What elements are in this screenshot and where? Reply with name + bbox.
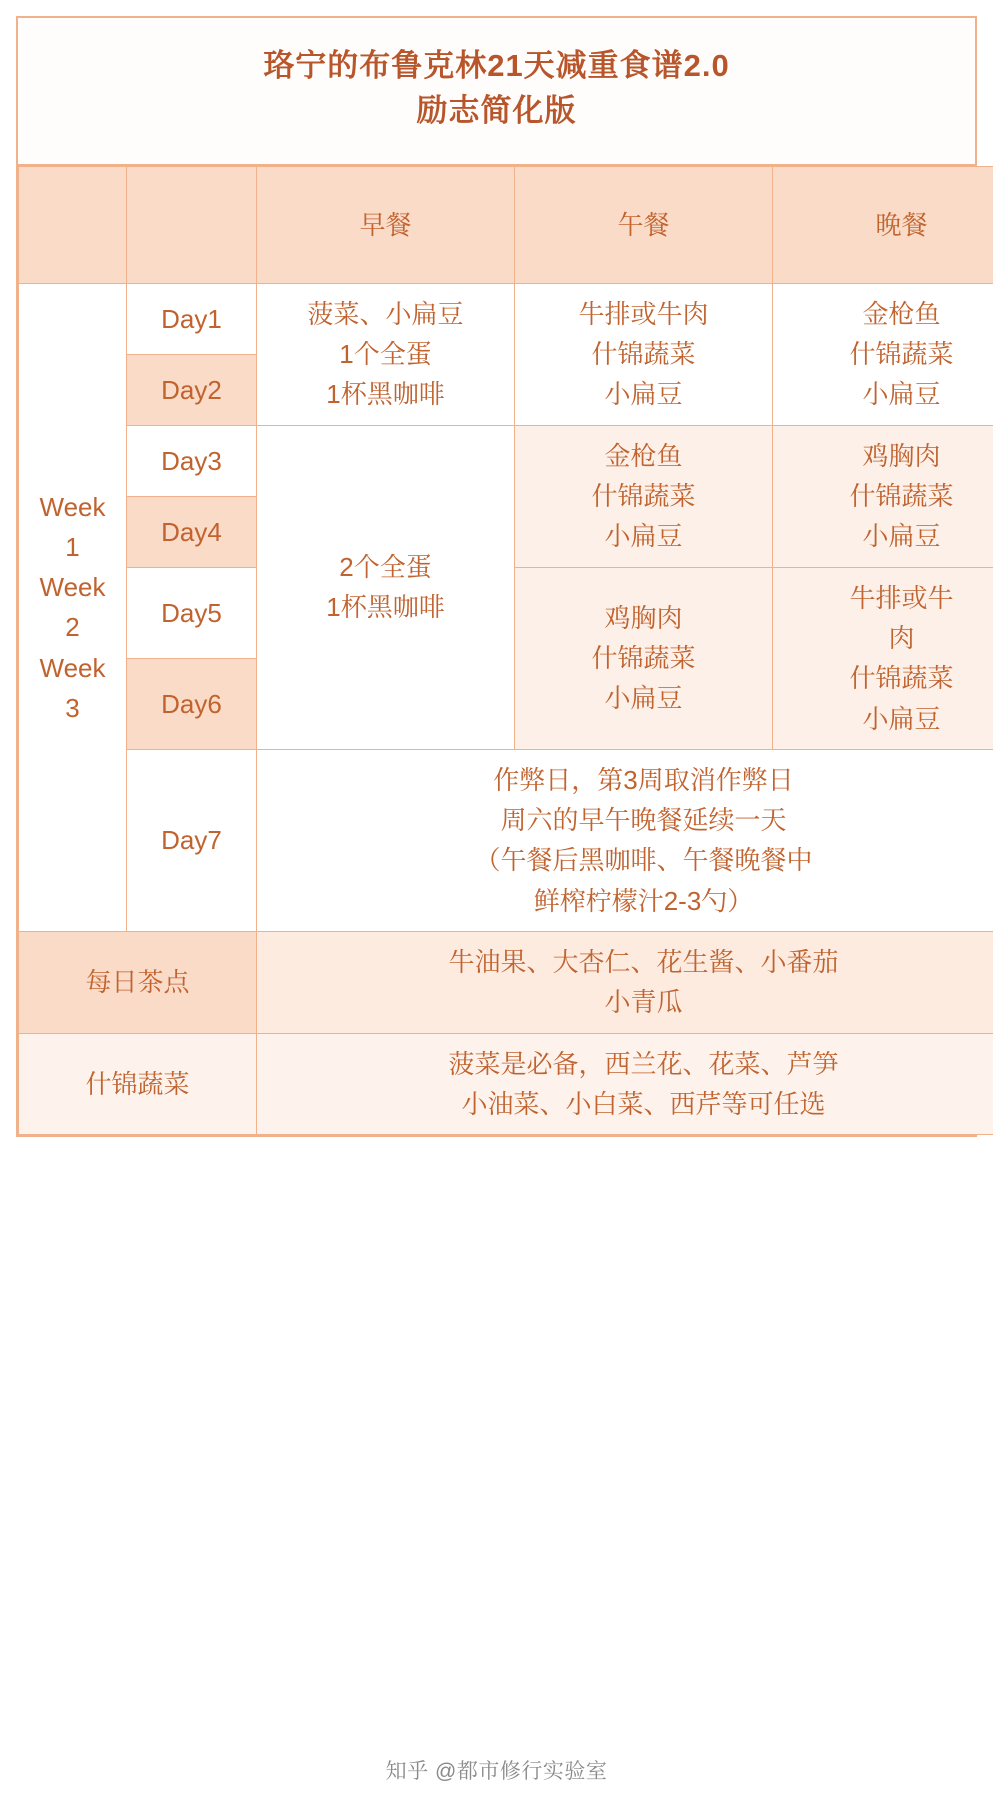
dinner-d3d4-line-3: 小扁豆 [862, 521, 941, 552]
header-day-col [127, 166, 257, 283]
lunch-d5d6-line-1: 鸡胸肉 [604, 602, 683, 633]
lunch-day5-day6 [515, 567, 773, 749]
week-label-2: Week [39, 572, 106, 603]
dinner-d1d2-line-2: 什锦蔬菜 [849, 339, 954, 370]
dinner-d5d6-line-1: 牛排或牛 [849, 582, 954, 613]
day-cell-day4: Day4 [127, 496, 257, 567]
lunch-day3-day4 [515, 425, 773, 567]
breakfast-day1-day2 [257, 283, 515, 425]
lunch-d5d6-line-3: 小扁豆 [604, 683, 683, 714]
page-title-line-1: 珞宁的布鲁克林21天减重食谱2.0 [263, 48, 730, 83]
table-row-day3 [19, 425, 993, 496]
table-row-day1 [19, 283, 993, 354]
breakfast-d1d2-line-2: 1个全蛋 [339, 339, 432, 370]
dinner-day5-day6 [773, 567, 993, 749]
day7-note-line-1: 作弊日，第3周取消作弊日 [493, 764, 794, 795]
breakfast-d3d6-line-2: 1杯黑咖啡 [326, 592, 445, 623]
author-handle: @都市修行实验室 [435, 1760, 608, 1783]
day-cell-day6: Day6 [127, 658, 257, 749]
footer-watermark [0, 1755, 993, 1785]
week-number-1: 1 [65, 531, 80, 562]
lunch-d5d6-line-2: 什锦蔬菜 [591, 643, 696, 674]
day7-note-line-3: （午餐后黑咖啡、午餐晚餐中 [474, 845, 813, 876]
day-cell-day7: Day7 [127, 749, 257, 931]
day7-note [257, 749, 993, 931]
snacks-line-2: 小青瓜 [604, 987, 683, 1018]
table-row-mixed-vegetables [19, 1033, 993, 1135]
daily-snacks-body [257, 932, 993, 1034]
header-breakfast: 早餐 [257, 166, 515, 283]
table-row-day7 [19, 749, 993, 931]
day7-note-line-2: 周六的早午晚餐延续一天 [500, 805, 787, 836]
week-label-1: Week [39, 491, 106, 522]
lunch-d1d2-line-1: 牛排或牛肉 [578, 298, 709, 329]
dinner-d5d6-line-4: 小扁豆 [862, 703, 941, 734]
header-week-col [19, 166, 127, 283]
mixed-vegetables-label: 什锦蔬菜 [19, 1033, 257, 1135]
dinner-d1d2-line-3: 小扁豆 [862, 379, 941, 410]
header-dinner: 晚餐 [773, 166, 993, 283]
breakfast-day3-day6 [257, 425, 515, 749]
dinner-d5d6-line-3: 什锦蔬菜 [849, 663, 954, 694]
lunch-d3d4-line-2: 什锦蔬菜 [591, 481, 696, 512]
dinner-day3-day4 [773, 425, 993, 567]
week-number-2: 2 [65, 612, 80, 643]
lunch-day1-day2 [515, 283, 773, 425]
table-header-row [19, 166, 993, 283]
meal-plan-table [18, 166, 993, 1135]
title-block [18, 18, 975, 166]
table-row-daily-snacks [19, 932, 993, 1034]
breakfast-d3d6-line-1: 2个全蛋 [339, 552, 432, 582]
day-cell-day1: Day1 [127, 283, 257, 354]
veggies-line-1: 菠菜是必备，西兰花、花菜、芦笋 [448, 1048, 839, 1079]
snacks-line-1: 牛油果、大杏仁、花生酱、小番茄 [448, 947, 839, 978]
veggies-line-2: 小油菜、小白菜、西芹等可任选 [461, 1088, 826, 1119]
day-cell-day5: Day5 [127, 567, 257, 658]
page-title-line-2: 励志简化版 [416, 92, 577, 128]
lunch-d1d2-line-3: 小扁豆 [604, 379, 683, 410]
breakfast-d1d2-line-1: 菠菜、小扁豆 [307, 298, 464, 329]
meal-plan-sheet [16, 16, 977, 1137]
lunch-d1d2-line-2: 什锦蔬菜 [591, 339, 696, 370]
lunch-d3d4-line-3: 小扁豆 [604, 521, 683, 552]
daily-snacks-label: 每日茶点 [19, 932, 257, 1034]
day7-note-line-4: 鲜榨柠檬汁2-3勺） [533, 885, 754, 916]
day-cell-day2: Day2 [127, 354, 257, 425]
week-range-cell [19, 283, 127, 931]
week-number-3: 3 [65, 693, 80, 724]
header-lunch: 午餐 [515, 166, 773, 283]
dinner-day1-day2 [773, 283, 993, 425]
mixed-vegetables-body [257, 1033, 993, 1135]
lunch-d3d4-line-1: 金枪鱼 [604, 440, 683, 471]
breakfast-d1d2-line-3: 1杯黑咖啡 [326, 379, 445, 410]
dinner-d5d6-line-2: 肉 [888, 622, 915, 653]
dinner-d3d4-line-1: 鸡胸肉 [862, 440, 941, 471]
week-label-3: Week [39, 652, 106, 683]
dinner-d3d4-line-2: 什锦蔬菜 [849, 481, 954, 512]
day-cell-day3: Day3 [127, 425, 257, 496]
dinner-d1d2-line-1: 金枪鱼 [862, 298, 941, 329]
platform-name: 知乎 [385, 1760, 429, 1783]
